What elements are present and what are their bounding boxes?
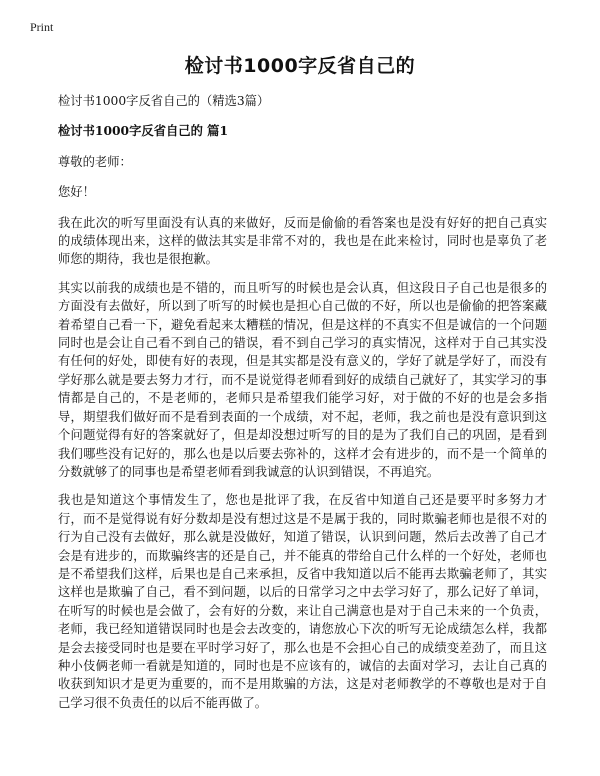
section-heading: 检讨书1000字反省自己的 篇1 xyxy=(58,123,229,139)
print-label: Print xyxy=(30,20,54,34)
page-title: 检讨书1000字反省自己的 xyxy=(184,55,416,77)
document-body xyxy=(58,92,547,722)
greeting: 您好！ xyxy=(58,185,95,200)
salutation: 尊敬的老师： xyxy=(58,154,132,169)
paragraph-1: 我在此次的听写里面没有认真的来做好，反而是偷偷的看答案也是没有好好的把自己真实的成绩体现出来，这样的做法其实是非常不对的，我也是在此来检讨，同时也是辜负了老师您的期待，我也是很抱歉。 xyxy=(58,215,547,267)
paragraph-2: 其实以前我的成绩也是不错的，而且听写的时候也是会认真，但这段日子自己也是很多的方面没有去做好，所以到了听写的时候也是担心自己做的不好，所以也是偷偷的把答案藏着希望自己看一下，避免看起来太糟糕的情况，但是这样的不真实不但是诚信的一个问题同时也是会让自己看不到自己的错误，看不到自己学习的真实情况，这样对于自己其实没有任何的好处，即使有好的表现，但是其实都是没有意义的，学好了就是学好了，而没有学好那么就是要去努力才行，而不是说觉得老师看到好的成绩自己就好了，其实学习的事情都是自己的，不是老师的，老师只是希望我们能学习好，对于做的不好的也是会多指导，期望我们做好而不是看到表面的一个成绩，对不起，老师，我之前也是没有意识到这个问题觉得有好的答案就好了，但是却没想过听写的目的是为了我们自己的巩固，是看到我们哪些没有记好的，那么也是以后要去弥补的，这样才会有进步的，而不是一个简单的分数就够了的同事也是希望老师看到我诚意的认识到错误，不再追究。 xyxy=(58,280,547,479)
document-subtitle: 检讨书1000字反省自己的（精选3篇） xyxy=(58,94,270,108)
paragraph-3: 我也是知道这个事情发生了，您也是批评了我，在反省中知道自己还是要平时多努力才行，而不是觉得说有好分数却是没有想过这是不是属于我的，同时欺骗老师也是很不对的行为自己没有去做好，那么就是没做好，知道了错误，认识到问题，然后去改善了自己才会是有进步的，而欺骗终害的还是自己，并不能真的带给自己什么样的一个好处，老师也是不希望我们这样，后果也是自己来承担，反省中我知道以后不能再去欺骗老师了，其实这样也是欺骗了自己，看不到问题，以后的日常学习之中去学习好了，那么记好了单词，在听写的时候也是会做了，会有好的分数，来让自己满意也是对于自己未来的一个负责，老师，我已经知道错误同时也是会去改变的，请您放心下次的听写无论成绩怎么样，我都是会去接受同时也是要在平时学习好了，那么也是不会担心自己的成绩变差劲了，而且这种小伎俩老师一看就是知道的，同时也是不应该有的，诚信的去面对学习，去让自己真的收获到知识才是更为重要的，而不是用欺骗的方法，这是对老师教学的不尊敬也是对于自己学习很不负责任的以后不能再做了。 xyxy=(58,493,547,710)
